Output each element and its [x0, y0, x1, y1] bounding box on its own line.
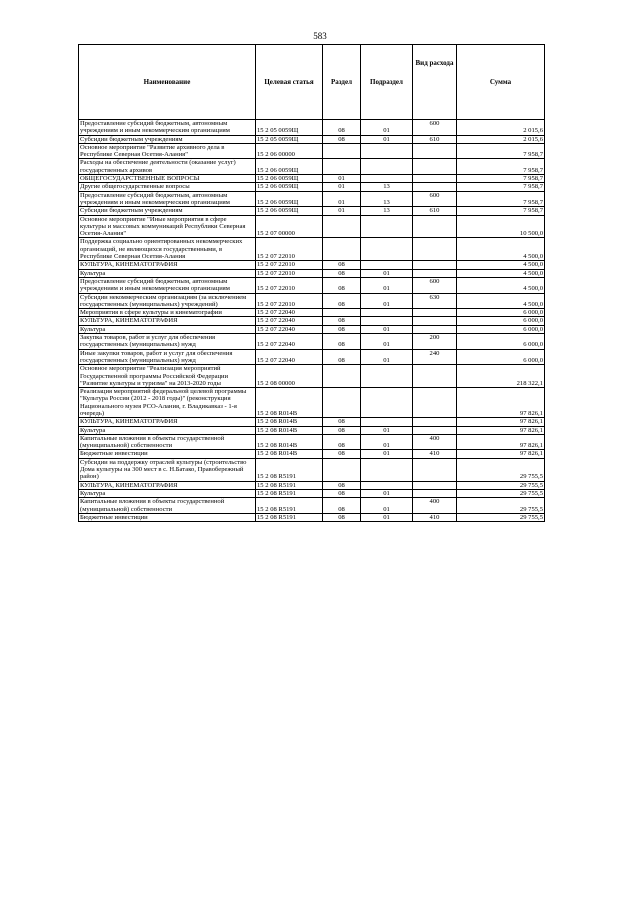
row-subsection	[361, 175, 413, 183]
table-row	[79, 277, 545, 293]
row-subsection: 13	[361, 191, 413, 207]
row-code: 15 2 07 00000	[256, 215, 323, 238]
row-section: 08	[323, 325, 361, 333]
row-code: 15 2 07 22010	[256, 261, 323, 269]
row-expense-type: 240	[413, 349, 457, 365]
table-body	[79, 120, 545, 522]
table-row	[79, 426, 545, 434]
row-section: 08	[323, 277, 361, 293]
row-code: 15 2 08 R5191	[256, 513, 323, 521]
row-subsection: 01	[361, 269, 413, 277]
row-subsection: 01	[361, 325, 413, 333]
row-subsection	[361, 309, 413, 317]
row-code: 15 2 08 00000	[256, 365, 323, 388]
row-section: 08	[323, 450, 361, 458]
table-row	[79, 513, 545, 521]
table-row	[79, 183, 545, 191]
row-subsection: 01	[361, 135, 413, 143]
row-section	[323, 238, 361, 261]
row-name: Культура	[79, 426, 256, 434]
row-expense-type	[413, 325, 457, 333]
row-sum: 97 826,1	[457, 388, 545, 418]
table-row	[79, 458, 545, 481]
row-subsection	[361, 215, 413, 238]
row-subsection: 13	[361, 183, 413, 191]
header-name: Наименование	[79, 45, 256, 120]
row-name: Другие общегосударственные вопросы	[79, 183, 256, 191]
row-name: Субсидии бюджетным учреждениям	[79, 135, 256, 143]
row-name: Поддержка социально ориентированных некоммерческих организаций, не являющихся государственными, в Республике Северная Осетия-Алания	[79, 238, 256, 261]
row-subsection	[361, 458, 413, 481]
row-subsection	[361, 365, 413, 388]
row-name: КУЛЬТУРА, КИНЕМАТОГРАФИЯ	[79, 481, 256, 489]
row-code: 15 2 07 22040	[256, 334, 323, 350]
table-row	[79, 388, 545, 418]
row-sum: 6 000,0	[457, 334, 545, 350]
row-code: 15 2 06 0059Щ	[256, 159, 323, 175]
row-subsection	[361, 159, 413, 175]
row-code: 15 2 08 R5191	[256, 458, 323, 481]
row-name: КУЛЬТУРА, КИНЕМАТОГРАФИЯ	[79, 418, 256, 426]
row-sum: 29 755,5	[457, 513, 545, 521]
row-sum: 7 958,7	[457, 191, 545, 207]
header-sum: Сумма	[457, 45, 545, 120]
row-expense-type	[413, 365, 457, 388]
row-expense-type: 400	[413, 498, 457, 514]
table-row	[79, 191, 545, 207]
row-expense-type: 400	[413, 434, 457, 450]
row-section: 08	[323, 293, 361, 309]
row-sum: 29 755,5	[457, 481, 545, 489]
row-code: 15 2 06 0059Щ	[256, 191, 323, 207]
row-expense-type	[413, 269, 457, 277]
row-expense-type: 630	[413, 293, 457, 309]
row-expense-type	[413, 388, 457, 418]
row-name: ОБЩЕГОСУДАРСТВЕННЫЕ ВОПРОСЫ	[79, 175, 256, 183]
row-expense-type	[413, 143, 457, 159]
row-code: 15 2 05 0059Щ	[256, 120, 323, 136]
row-sum: 2 015,6	[457, 135, 545, 143]
row-section: 08	[323, 481, 361, 489]
row-code: 15 2 08 R014В	[256, 426, 323, 434]
row-subsection: 01	[361, 513, 413, 521]
row-subsection: 13	[361, 207, 413, 215]
row-code: 15 2 05 0059Щ	[256, 135, 323, 143]
row-section: 08	[323, 426, 361, 434]
table-row	[79, 309, 545, 317]
row-sum: 4 500,0	[457, 238, 545, 261]
row-sum: 2 015,6	[457, 120, 545, 136]
row-code: 15 2 08 R5191	[256, 481, 323, 489]
row-code: 15 2 07 22040	[256, 317, 323, 325]
row-code: 15 2 06 00000	[256, 143, 323, 159]
table-row	[79, 334, 545, 350]
row-sum: 29 755,5	[457, 489, 545, 497]
table-row	[79, 120, 545, 136]
row-subsection: 01	[361, 120, 413, 136]
row-sum: 7 958,7	[457, 207, 545, 215]
row-name: Расходы на обеспечение деятельности (оказание услуг) государственных архивов	[79, 159, 256, 175]
row-sum: 29 755,5	[457, 498, 545, 514]
row-name: Основное мероприятие "Развитие архивного дела в Республике Северная Осетия-Алания"	[79, 143, 256, 159]
row-name: Иные закупки товаров, работ и услуг для обеспечения государственных (муниципальных) нужд	[79, 349, 256, 365]
row-name: Предоставление субсидий бюджетным, автономным учреждениям и иным некоммерческим организациям	[79, 120, 256, 136]
row-expense-type: 610	[413, 135, 457, 143]
row-code: 15 2 08 R014В	[256, 418, 323, 426]
table-row	[79, 238, 545, 261]
row-sum: 6 000,0	[457, 349, 545, 365]
row-name: Культура	[79, 489, 256, 497]
row-name: КУЛЬТУРА, КИНЕМАТОГРАФИЯ	[79, 317, 256, 325]
row-section: 08	[323, 513, 361, 521]
row-section: 08	[323, 489, 361, 497]
row-code: 15 2 06 0059Щ	[256, 207, 323, 215]
row-subsection: 01	[361, 434, 413, 450]
header-subsection: Подраздел	[361, 45, 413, 120]
row-expense-type	[413, 261, 457, 269]
row-expense-type: 600	[413, 191, 457, 207]
row-expense-type: 200	[413, 334, 457, 350]
row-section: 08	[323, 120, 361, 136]
row-name: Субсидии некоммерческим организациям (за исключением государственных (муниципальных) учреждений)	[79, 293, 256, 309]
row-code: 15 2 06 0059Щ	[256, 175, 323, 183]
row-expense-type	[413, 215, 457, 238]
row-subsection: 01	[361, 334, 413, 350]
row-subsection: 01	[361, 277, 413, 293]
row-sum: 7 958,7	[457, 175, 545, 183]
row-subsection: 01	[361, 498, 413, 514]
table-row	[79, 207, 545, 215]
row-subsection	[361, 261, 413, 269]
row-section: 01	[323, 183, 361, 191]
row-section: 08	[323, 261, 361, 269]
row-section	[323, 159, 361, 175]
row-code: 15 2 07 22010	[256, 293, 323, 309]
row-sum: 29 755,5	[457, 458, 545, 481]
row-expense-type	[413, 238, 457, 261]
row-section: 08	[323, 334, 361, 350]
row-expense-type	[413, 175, 457, 183]
table-header-row	[79, 45, 545, 120]
row-name: Субсидии на поддержку отраслей культуры (строительство Дома культуры на 300 мест в с. Н.Батако, Правобережный район)	[79, 458, 256, 481]
row-name: Капитальные вложения в объекты государственной (муниципальной) собственности	[79, 498, 256, 514]
row-code: 15 2 07 22040	[256, 325, 323, 333]
row-section	[323, 143, 361, 159]
row-expense-type: 600	[413, 120, 457, 136]
table-row	[79, 143, 545, 159]
row-sum: 6 000,0	[457, 325, 545, 333]
table-row	[79, 269, 545, 277]
row-section: 08	[323, 135, 361, 143]
header-expense-type: Вид расхода	[413, 45, 457, 120]
row-sum: 97 826,1	[457, 434, 545, 450]
table-row	[79, 215, 545, 238]
row-subsection: 01	[361, 450, 413, 458]
row-section	[323, 215, 361, 238]
row-code: 15 2 07 22040	[256, 349, 323, 365]
row-name: Культура	[79, 325, 256, 333]
row-section: 01	[323, 207, 361, 215]
row-subsection	[361, 317, 413, 325]
table-row	[79, 434, 545, 450]
table-row	[79, 481, 545, 489]
row-expense-type	[413, 418, 457, 426]
row-subsection	[361, 418, 413, 426]
row-section: 08	[323, 349, 361, 365]
row-subsection	[361, 481, 413, 489]
row-sum: 97 826,1	[457, 450, 545, 458]
row-sum: 97 826,1	[457, 418, 545, 426]
row-code: 15 2 07 22040	[256, 309, 323, 317]
row-sum: 7 958,7	[457, 159, 545, 175]
table-row	[79, 498, 545, 514]
budget-table	[78, 44, 545, 522]
table-row	[79, 261, 545, 269]
row-expense-type	[413, 481, 457, 489]
table-row	[79, 450, 545, 458]
row-code: 15 2 08 R014В	[256, 388, 323, 418]
table-row	[79, 325, 545, 333]
row-sum: 7 958,7	[457, 143, 545, 159]
row-name: Субсидии бюджетным учреждениям	[79, 207, 256, 215]
table-row	[79, 418, 545, 426]
row-name: Закупка товаров, работ и услуг для обеспечения государственных (муниципальных) нужд	[79, 334, 256, 350]
table-row	[79, 159, 545, 175]
row-name: Предоставление субсидий бюджетным, автономным учреждениям и иным некоммерческим организациям	[79, 191, 256, 207]
row-expense-type	[413, 309, 457, 317]
row-expense-type: 410	[413, 450, 457, 458]
row-expense-type: 610	[413, 207, 457, 215]
row-name: Бюджетные инвестиции	[79, 450, 256, 458]
row-name: Мероприятия в сфере культуры и кинематографии	[79, 309, 256, 317]
row-subsection	[361, 238, 413, 261]
row-section: 08	[323, 418, 361, 426]
header-code: Целевая статья	[256, 45, 323, 120]
row-code: 15 2 07 22010	[256, 238, 323, 261]
row-code: 15 2 08 R014В	[256, 434, 323, 450]
row-name: Культура	[79, 269, 256, 277]
row-expense-type	[413, 183, 457, 191]
table-row	[79, 175, 545, 183]
row-section	[323, 388, 361, 418]
row-section: 08	[323, 317, 361, 325]
row-section: 08	[323, 498, 361, 514]
row-expense-type	[413, 426, 457, 434]
row-subsection	[361, 388, 413, 418]
row-sum: 7 958,7	[457, 183, 545, 191]
row-sum: 10 500,0	[457, 215, 545, 238]
row-section	[323, 309, 361, 317]
table-row	[79, 365, 545, 388]
row-code: 15 2 07 22010	[256, 277, 323, 293]
row-subsection: 01	[361, 489, 413, 497]
row-name: Реализация мероприятий федеральной целевой программы "Культура России (2012 - 2018 годы)" (реконструкция Национального музея РСО-Алания, г. Владикавказ - 1-я очередь)	[79, 388, 256, 418]
row-sum: 6 000,0	[457, 309, 545, 317]
header-section: Раздел	[323, 45, 361, 120]
row-expense-type: 600	[413, 277, 457, 293]
row-subsection: 01	[361, 293, 413, 309]
row-sum: 4 500,0	[457, 269, 545, 277]
row-name: Основное мероприятие "Реализация мероприятий Государственной программы Российской Федерации "Развитие культуры и туризма" на 2013-2020 годы	[79, 365, 256, 388]
table-row	[79, 317, 545, 325]
row-code: 15 2 08 R5191	[256, 498, 323, 514]
row-section: 01	[323, 191, 361, 207]
row-code: 15 2 08 R5191	[256, 489, 323, 497]
row-sum: 4 500,0	[457, 293, 545, 309]
row-section	[323, 458, 361, 481]
row-sum: 4 500,0	[457, 261, 545, 269]
table-row	[79, 489, 545, 497]
row-subsection	[361, 143, 413, 159]
row-section: 08	[323, 434, 361, 450]
row-expense-type: 410	[413, 513, 457, 521]
row-code: 15 2 08 R014В	[256, 450, 323, 458]
row-section	[323, 365, 361, 388]
table-row	[79, 349, 545, 365]
row-name: Предоставление субсидий бюджетным, автономным учреждениям и иным некоммерческим организациям	[79, 277, 256, 293]
row-expense-type	[413, 458, 457, 481]
row-sum: 4 500,0	[457, 277, 545, 293]
table-row	[79, 135, 545, 143]
row-name: Бюджетные инвестиции	[79, 513, 256, 521]
row-section: 08	[323, 269, 361, 277]
row-code: 15 2 06 0059Щ	[256, 183, 323, 191]
row-expense-type	[413, 489, 457, 497]
row-section: 01	[323, 175, 361, 183]
row-name: Капитальные вложения в объекты государственной (муниципальной) собственности	[79, 434, 256, 450]
row-expense-type	[413, 159, 457, 175]
row-code: 15 2 07 22010	[256, 269, 323, 277]
row-sum: 218 322,1	[457, 365, 545, 388]
row-sum: 6 000,0	[457, 317, 545, 325]
row-expense-type	[413, 317, 457, 325]
page-number: 583	[313, 31, 327, 41]
table-row	[79, 293, 545, 309]
row-name: КУЛЬТУРА, КИНЕМАТОГРАФИЯ	[79, 261, 256, 269]
row-subsection: 01	[361, 426, 413, 434]
row-subsection: 01	[361, 349, 413, 365]
row-name: Основное мероприятие "Иные мероприятия в сфере культуры и массовых коммуникаций Республики Северная Осетия-Алания"	[79, 215, 256, 238]
row-sum: 97 826,1	[457, 426, 545, 434]
